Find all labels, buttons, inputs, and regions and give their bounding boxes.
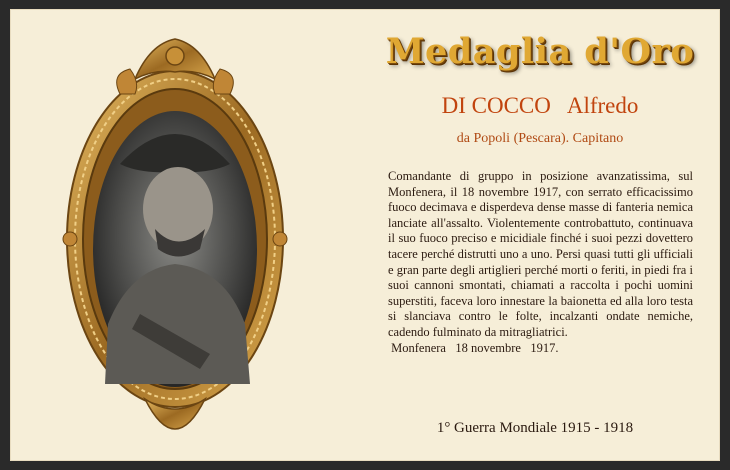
medal-title: Medaglia d'Oro	[385, 31, 695, 72]
portrait-frame	[60, 24, 290, 434]
citation-text	[388, 169, 693, 356]
honoree-name: DI COCCO Alfredo	[441, 93, 639, 118]
war-footer: 1° Guerra Mondiale 1915 - 1918	[436, 420, 634, 436]
memorial-card	[10, 9, 720, 461]
honoree-origin-rank: da Popoli (Pescara). Capitano	[456, 131, 624, 146]
ornate-oval-frame-icon	[60, 24, 290, 434]
citation-body: Comandante di gruppo in posizione avanzatissima, sul Monfenera, il 18 novembre 1917, con serrato efficacissimo fuoco decimava e disperdeva dense masse di fanteria nemica lanciate all'assalto. Violentemente controbattuto, continuava il suo fuoco preciso e micidiale finché i suoi pezzi dovettero tacere perché distrutti uno a uno. Persi quasi tutti gli ufficiali e gran parte degli artiglieri perché morti o feriti, in piedi fra i suoi cannoni smontati, chiamati a raccolta i pochi uomini superstiti, faceva loro innestare la baionetta ed alla loro testa si slanciava contro le folte, incalzanti ondate nemiche, cadendo fulminato da mitragliatrici.	[388, 169, 693, 339]
citation-date: Monfenera 18 novembre 1917.	[388, 340, 559, 355]
